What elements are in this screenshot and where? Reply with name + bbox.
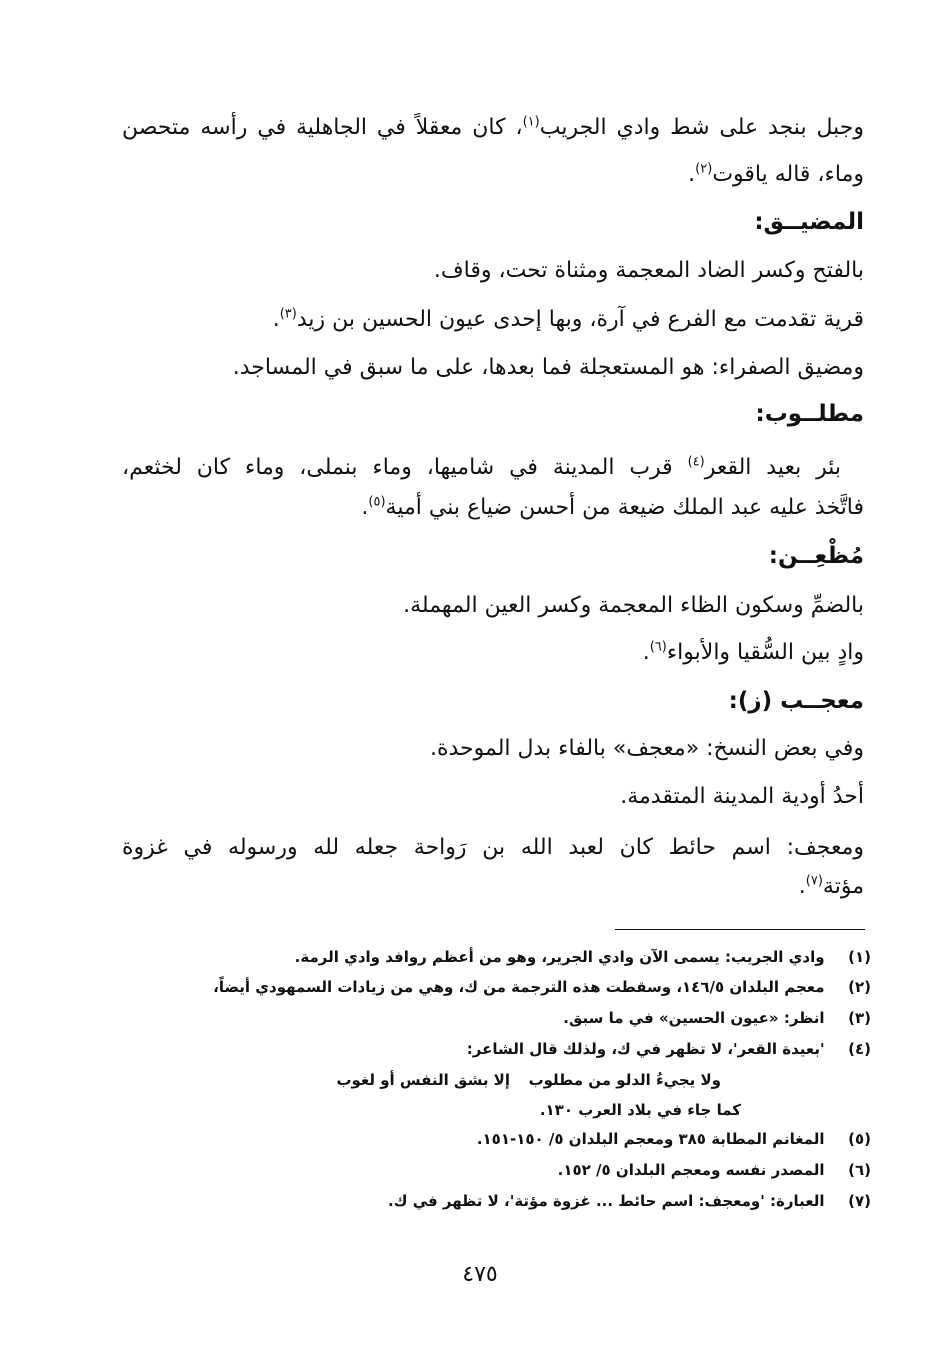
footnote-ref: (٤) bbox=[687, 454, 705, 470]
body-line: بئر بعيد القعر$^{(٤)}$ قرب المدينة في شاميها، وماء بنملى، وماء كان لخثعم، bbox=[122, 454, 841, 480]
footnote-6: (٦) المصدر نفسه ومعجم البلدان ٥/ ١٥٢. bbox=[557, 1161, 871, 1179]
footnote-7: (٧) العبارة: 'ومعجف: اسم حائط ... غزوة مؤتة'، لا تظهر في ك. bbox=[388, 1192, 871, 1210]
footnote-3: (٣) انظر: «عيون الحسين» في ما سبق. bbox=[563, 1009, 871, 1027]
footnote-1: (١) وادي الجريب: يسمى الآن وادي الجرير، وهو من أعظم روافد وادي الرمة. bbox=[294, 948, 871, 966]
poem-second-hemistich: إلا بشق النفس أو لغوب bbox=[336, 1071, 510, 1089]
body-line: ومعجف: اسم حائط كان لعبد الله بن رَواحة جعله لله ورسوله في غزوة bbox=[122, 835, 864, 860]
body-line: وماء، قاله ياقوت$^{(٢)}$. bbox=[688, 161, 864, 187]
page-number: ٤٧٥ bbox=[462, 1262, 498, 1287]
footnote-ref: (٧) bbox=[805, 873, 823, 889]
body-line: وفي بعض النسخ: «معجف» بالفاء بدل الموحدة. bbox=[429, 736, 864, 761]
footnote-ref: (٦) bbox=[649, 639, 667, 655]
body-line: قرية تقدمت مع الفرع في آرة، وبها إحدى عيون الحسين بن زيد$^{(٣)}$. bbox=[272, 306, 864, 332]
poem-first-hemistich: ولا يجيءُ الدلو من مطلوب bbox=[528, 1071, 721, 1089]
body-line: أحدُ أودية المدينة المتقدمة. bbox=[620, 784, 864, 809]
footnote-separator bbox=[615, 929, 865, 930]
body-line: مؤتة$^{(٧)}$. bbox=[798, 873, 864, 899]
body-line: ومضيق الصفراء: هو المستعجلة فما بعدها، على ما سبق في المساجد. bbox=[232, 355, 864, 380]
body-line: بالضمِّ وسكون الظاء المعجمة وكسر العين المهملة. bbox=[403, 593, 864, 618]
body-line: فاتَّخذ عليه عبد الملك ضيعة من أحسن ضياع بني أمية$^{(٥)}$. bbox=[361, 494, 864, 520]
footnote-ref: (١) bbox=[522, 114, 540, 130]
entry-heading-mudayyaq: المضيــق: bbox=[754, 209, 864, 235]
body-line: وجبل بنجد على شط وادي الجريب$^{(١)}$، كان معقلاً في الجاهلية في رأسه متحصن bbox=[122, 114, 864, 140]
entry-heading-mujib: معجــب (ز): bbox=[728, 688, 864, 714]
footnote-2: (٢) معجم البلدان ١٤٦/٥، وسقطت هذه الترجمة من ك، وهي من زيادات السمهودي أيضاً، bbox=[213, 978, 871, 996]
body-line: بالفتح وكسر الضاد المعجمة ومثناة تحت، وقاف. bbox=[433, 258, 864, 283]
footnote-ref: (٢) bbox=[695, 161, 713, 177]
footnote-5: (٥) المغانم المطابة ٣٨٥ ومعجم البلدان ٥/ ١٥٠-١٥١. bbox=[476, 1130, 871, 1148]
body-line: وادٍ بين السُّقيا والأبواء$^{(٦)}$. bbox=[642, 639, 864, 665]
footnote-4: (٤) 'بعيدة القعر'، لا تظهر في ك، ولذلك قال الشاعر: bbox=[466, 1040, 871, 1058]
entry-heading-matlub: مطلــوب: bbox=[755, 401, 864, 427]
poem-source: كما جاء في بلاد العرب ١٣٠. bbox=[539, 1101, 741, 1119]
footnote-ref: (٣) bbox=[279, 306, 297, 322]
entry-heading-muzin: مُظْعِــن: bbox=[768, 543, 864, 569]
footnote-ref: (٥) bbox=[368, 494, 386, 510]
